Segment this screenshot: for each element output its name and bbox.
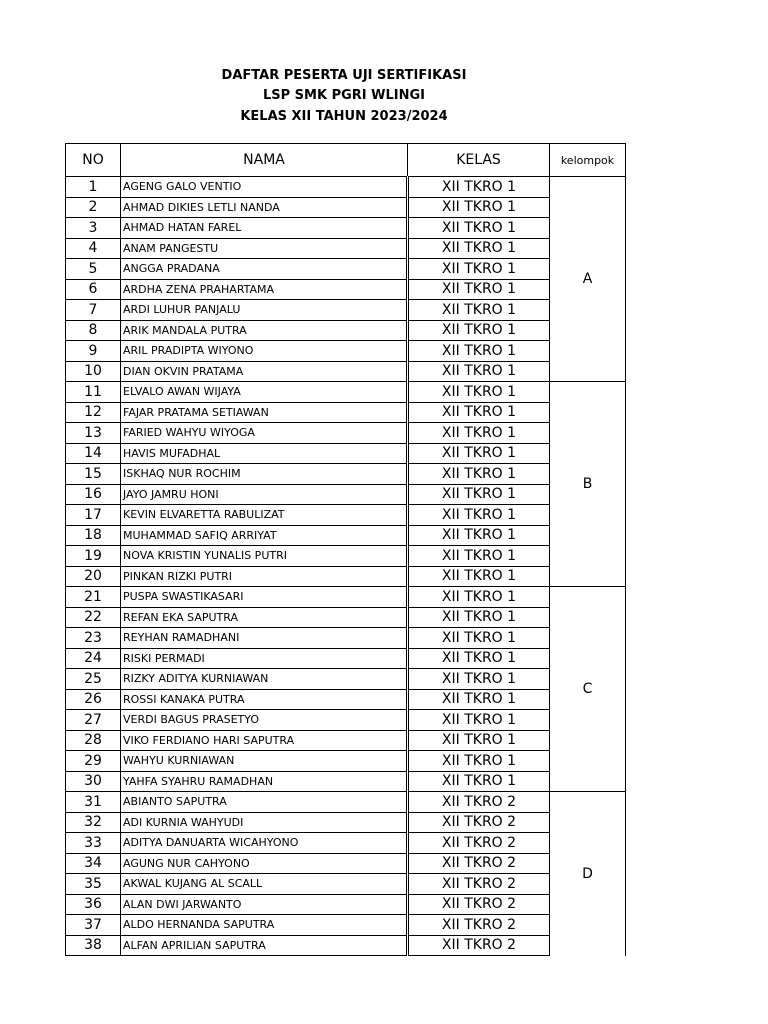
table-row — [66, 300, 626, 321]
participant-name: AGUNG NUR CAHYONO — [121, 853, 408, 874]
document-title: DAFTAR PESERTA UJI SERTIFIKASI — [221, 68, 467, 83]
row-number: 25 — [66, 669, 121, 690]
row-number: 22 — [66, 607, 121, 628]
participant-class: XII TKRO 1 — [408, 628, 550, 649]
participant-name: NOVA KRISTIN YUNALIS PUTRI — [121, 546, 408, 567]
participant-name: REFAN EKA SAPUTRA — [121, 607, 408, 628]
participant-class: XII TKRO 1 — [408, 587, 550, 608]
table-row — [66, 587, 626, 608]
row-number: 16 — [66, 484, 121, 505]
row-number: 28 — [66, 730, 121, 751]
table-row — [66, 566, 626, 587]
participant-name: ADITYA DANUARTA WICAHYONO — [121, 833, 408, 854]
participant-class: XII TKRO 1 — [408, 361, 550, 382]
table-row — [66, 607, 626, 628]
row-number: 33 — [66, 833, 121, 854]
table-row — [66, 279, 626, 300]
participant-name: AHMAD DIKIES LETLI NANDA — [121, 197, 408, 218]
participant-class: XII TKRO 1 — [408, 751, 550, 772]
row-number: 20 — [66, 566, 121, 587]
table-row — [66, 259, 626, 280]
table-row — [66, 751, 626, 772]
table-row — [66, 874, 626, 895]
row-number: 27 — [66, 710, 121, 731]
table-row — [66, 935, 626, 956]
participant-name: KEVIN ELVARETTA RABULIZAT — [121, 505, 408, 526]
participant-class: XII TKRO 1 — [408, 771, 550, 792]
participant-name: VIKO FERDIANO HARI SAPUTRA — [121, 730, 408, 751]
participant-class: XII TKRO 1 — [408, 382, 550, 403]
table-row — [66, 546, 626, 567]
participant-name: ARDHA ZENA PRAHARTAMA — [121, 279, 408, 300]
table-row — [66, 402, 626, 423]
participant-class: XII TKRO 1 — [408, 669, 550, 690]
participant-class: XII TKRO 1 — [408, 402, 550, 423]
participant-class: XII TKRO 1 — [408, 607, 550, 628]
participant-name: PINKAN RIZKI PUTRI — [121, 566, 408, 587]
participant-class: XII TKRO 2 — [408, 812, 550, 833]
row-number: 21 — [66, 587, 121, 608]
participant-class: XII TKRO 1 — [408, 259, 550, 280]
participant-class: XII TKRO 1 — [408, 341, 550, 362]
participant-name: HAVIS MUFADHAL — [121, 443, 408, 464]
row-number: 8 — [66, 320, 121, 341]
row-number: 38 — [66, 935, 121, 956]
row-number: 26 — [66, 689, 121, 710]
table-row — [66, 833, 626, 854]
row-number: 34 — [66, 853, 121, 874]
participant-name: REYHAN RAMADHANI — [121, 628, 408, 649]
table-row — [66, 423, 626, 444]
table-row — [66, 812, 626, 833]
group-label: D — [550, 792, 626, 956]
row-number: 17 — [66, 505, 121, 526]
row-number: 35 — [66, 874, 121, 895]
participant-class: XII TKRO 2 — [408, 935, 550, 956]
column-header-no: NO — [66, 144, 121, 177]
row-number: 18 — [66, 525, 121, 546]
row-number: 31 — [66, 792, 121, 813]
table-row — [66, 689, 626, 710]
row-number: 5 — [66, 259, 121, 280]
participant-class: XII TKRO 1 — [408, 464, 550, 485]
table-row — [66, 484, 626, 505]
institution-name: LSP SMK PGRI WLINGI — [262, 88, 426, 103]
group-label: A — [550, 177, 626, 382]
participant-class: XII TKRO 1 — [408, 177, 550, 198]
participant-name: FARIED WAHYU WIYOGA — [121, 423, 408, 444]
participant-class: XII TKRO 1 — [408, 648, 550, 669]
participant-name: ALFAN APRILIAN SAPUTRA — [121, 935, 408, 956]
participant-class: XII TKRO 1 — [408, 443, 550, 464]
row-number: 19 — [66, 546, 121, 567]
table-row — [66, 525, 626, 546]
row-number: 37 — [66, 915, 121, 936]
participant-name: ALAN DWI JARWANTO — [121, 894, 408, 915]
participant-name: RIZKY ADITYA KURNIAWAN — [121, 669, 408, 690]
participant-class: XII TKRO 1 — [408, 525, 550, 546]
participant-name: AGENG GALO VENTIO — [121, 177, 408, 198]
table-row — [66, 853, 626, 874]
column-header-nama: NAMA — [121, 144, 408, 177]
column-header-kelas: KELAS — [408, 144, 550, 177]
participant-name: AHMAD HATAN FAREL — [121, 218, 408, 239]
row-number: 29 — [66, 751, 121, 772]
table-row — [66, 915, 626, 936]
participant-class: XII TKRO 2 — [408, 874, 550, 895]
table-header-row — [66, 144, 626, 177]
participant-class: XII TKRO 1 — [408, 484, 550, 505]
participant-class: XII TKRO 1 — [408, 546, 550, 567]
participant-name: YAHFA SYAHRU RAMADHAN — [121, 771, 408, 792]
row-number: 10 — [66, 361, 121, 382]
participant-name: ANAM PANGESTU — [121, 238, 408, 259]
class-year-subtitle: KELAS XII TAHUN 2023/2024 — [240, 109, 448, 124]
row-number: 14 — [66, 443, 121, 464]
table-row — [66, 648, 626, 669]
participant-class: XII TKRO 1 — [408, 238, 550, 259]
table-row — [66, 443, 626, 464]
participant-name: DIAN OKVIN PRATAMA — [121, 361, 408, 382]
row-number: 23 — [66, 628, 121, 649]
participant-name: ABIANTO SAPUTRA — [121, 792, 408, 813]
row-number: 4 — [66, 238, 121, 259]
table-row — [66, 771, 626, 792]
participant-class: XII TKRO 1 — [408, 689, 550, 710]
participant-name: PUSPA SWASTIKASARI — [121, 587, 408, 608]
participant-name: ISKHAQ NUR ROCHIM — [121, 464, 408, 485]
participant-name: ARIL PRADIPTA WIYONO — [121, 341, 408, 362]
table-body — [66, 177, 626, 956]
participant-class: XII TKRO 1 — [408, 320, 550, 341]
participant-class: XII TKRO 2 — [408, 792, 550, 813]
table-row — [66, 341, 626, 362]
participant-name: JAYO JAMRU HONI — [121, 484, 408, 505]
participant-name: ROSSI KANAKA PUTRA — [121, 689, 408, 710]
table-row — [66, 361, 626, 382]
group-label: C — [550, 587, 626, 792]
participant-name: ARIK MANDALA PUTRA — [121, 320, 408, 341]
participant-name: FAJAR PRATAMA SETIAWAN — [121, 402, 408, 423]
participant-name: RISKI PERMADI — [121, 648, 408, 669]
table-row — [66, 730, 626, 751]
row-number: 9 — [66, 341, 121, 362]
participant-class: XII TKRO 1 — [408, 197, 550, 218]
row-number: 30 — [66, 771, 121, 792]
table-row — [66, 505, 626, 526]
participant-name: VERDI BAGUS PRASETYO — [121, 710, 408, 731]
participant-class: XII TKRO 1 — [408, 730, 550, 751]
table-row — [66, 669, 626, 690]
row-number: 1 — [66, 177, 121, 198]
table-row — [66, 382, 626, 403]
participant-name: AKWAL KUJANG AL SCALL — [121, 874, 408, 895]
table-row — [66, 238, 626, 259]
table-row — [66, 628, 626, 649]
row-number: 15 — [66, 464, 121, 485]
participant-name: ARDI LUHUR PANJALU — [121, 300, 408, 321]
participant-name: ALDO HERNANDA SAPUTRA — [121, 915, 408, 936]
table-row — [66, 894, 626, 915]
participant-class: XII TKRO 1 — [408, 218, 550, 239]
row-number: 13 — [66, 423, 121, 444]
participant-class: XII TKRO 1 — [408, 279, 550, 300]
row-number: 36 — [66, 894, 121, 915]
table-row — [66, 464, 626, 485]
table-row — [66, 320, 626, 341]
table-row — [66, 177, 626, 198]
table-row — [66, 197, 626, 218]
participant-class: XII TKRO 2 — [408, 915, 550, 936]
table-row — [66, 792, 626, 813]
participant-class: XII TKRO 2 — [408, 894, 550, 915]
participant-table — [65, 143, 626, 956]
row-number: 32 — [66, 812, 121, 833]
table-row — [66, 710, 626, 731]
row-number: 11 — [66, 382, 121, 403]
table-row — [66, 218, 626, 239]
row-number: 24 — [66, 648, 121, 669]
participant-class: XII TKRO 2 — [408, 853, 550, 874]
participant-class: XII TKRO 1 — [408, 566, 550, 587]
group-label: B — [550, 382, 626, 587]
participant-class: XII TKRO 1 — [408, 505, 550, 526]
participant-class: XII TKRO 1 — [408, 710, 550, 731]
row-number: 7 — [66, 300, 121, 321]
participant-name: ADI KURNIA WAHYUDI — [121, 812, 408, 833]
participant-name: ELVALO AWAN WIJAYA — [121, 382, 408, 403]
participant-class: XII TKRO 1 — [408, 300, 550, 321]
row-number: 12 — [66, 402, 121, 423]
participant-name: MUHAMMAD SAFIQ ARRIYAT — [121, 525, 408, 546]
participant-class: XII TKRO 1 — [408, 423, 550, 444]
participant-name: WAHYU KURNIAWAN — [121, 751, 408, 772]
participant-name: ANGGA PRADANA — [121, 259, 408, 280]
column-header-kelompok: kelompok — [550, 144, 626, 177]
row-number: 2 — [66, 197, 121, 218]
row-number: 3 — [66, 218, 121, 239]
row-number: 6 — [66, 279, 121, 300]
participant-class: XII TKRO 2 — [408, 833, 550, 854]
